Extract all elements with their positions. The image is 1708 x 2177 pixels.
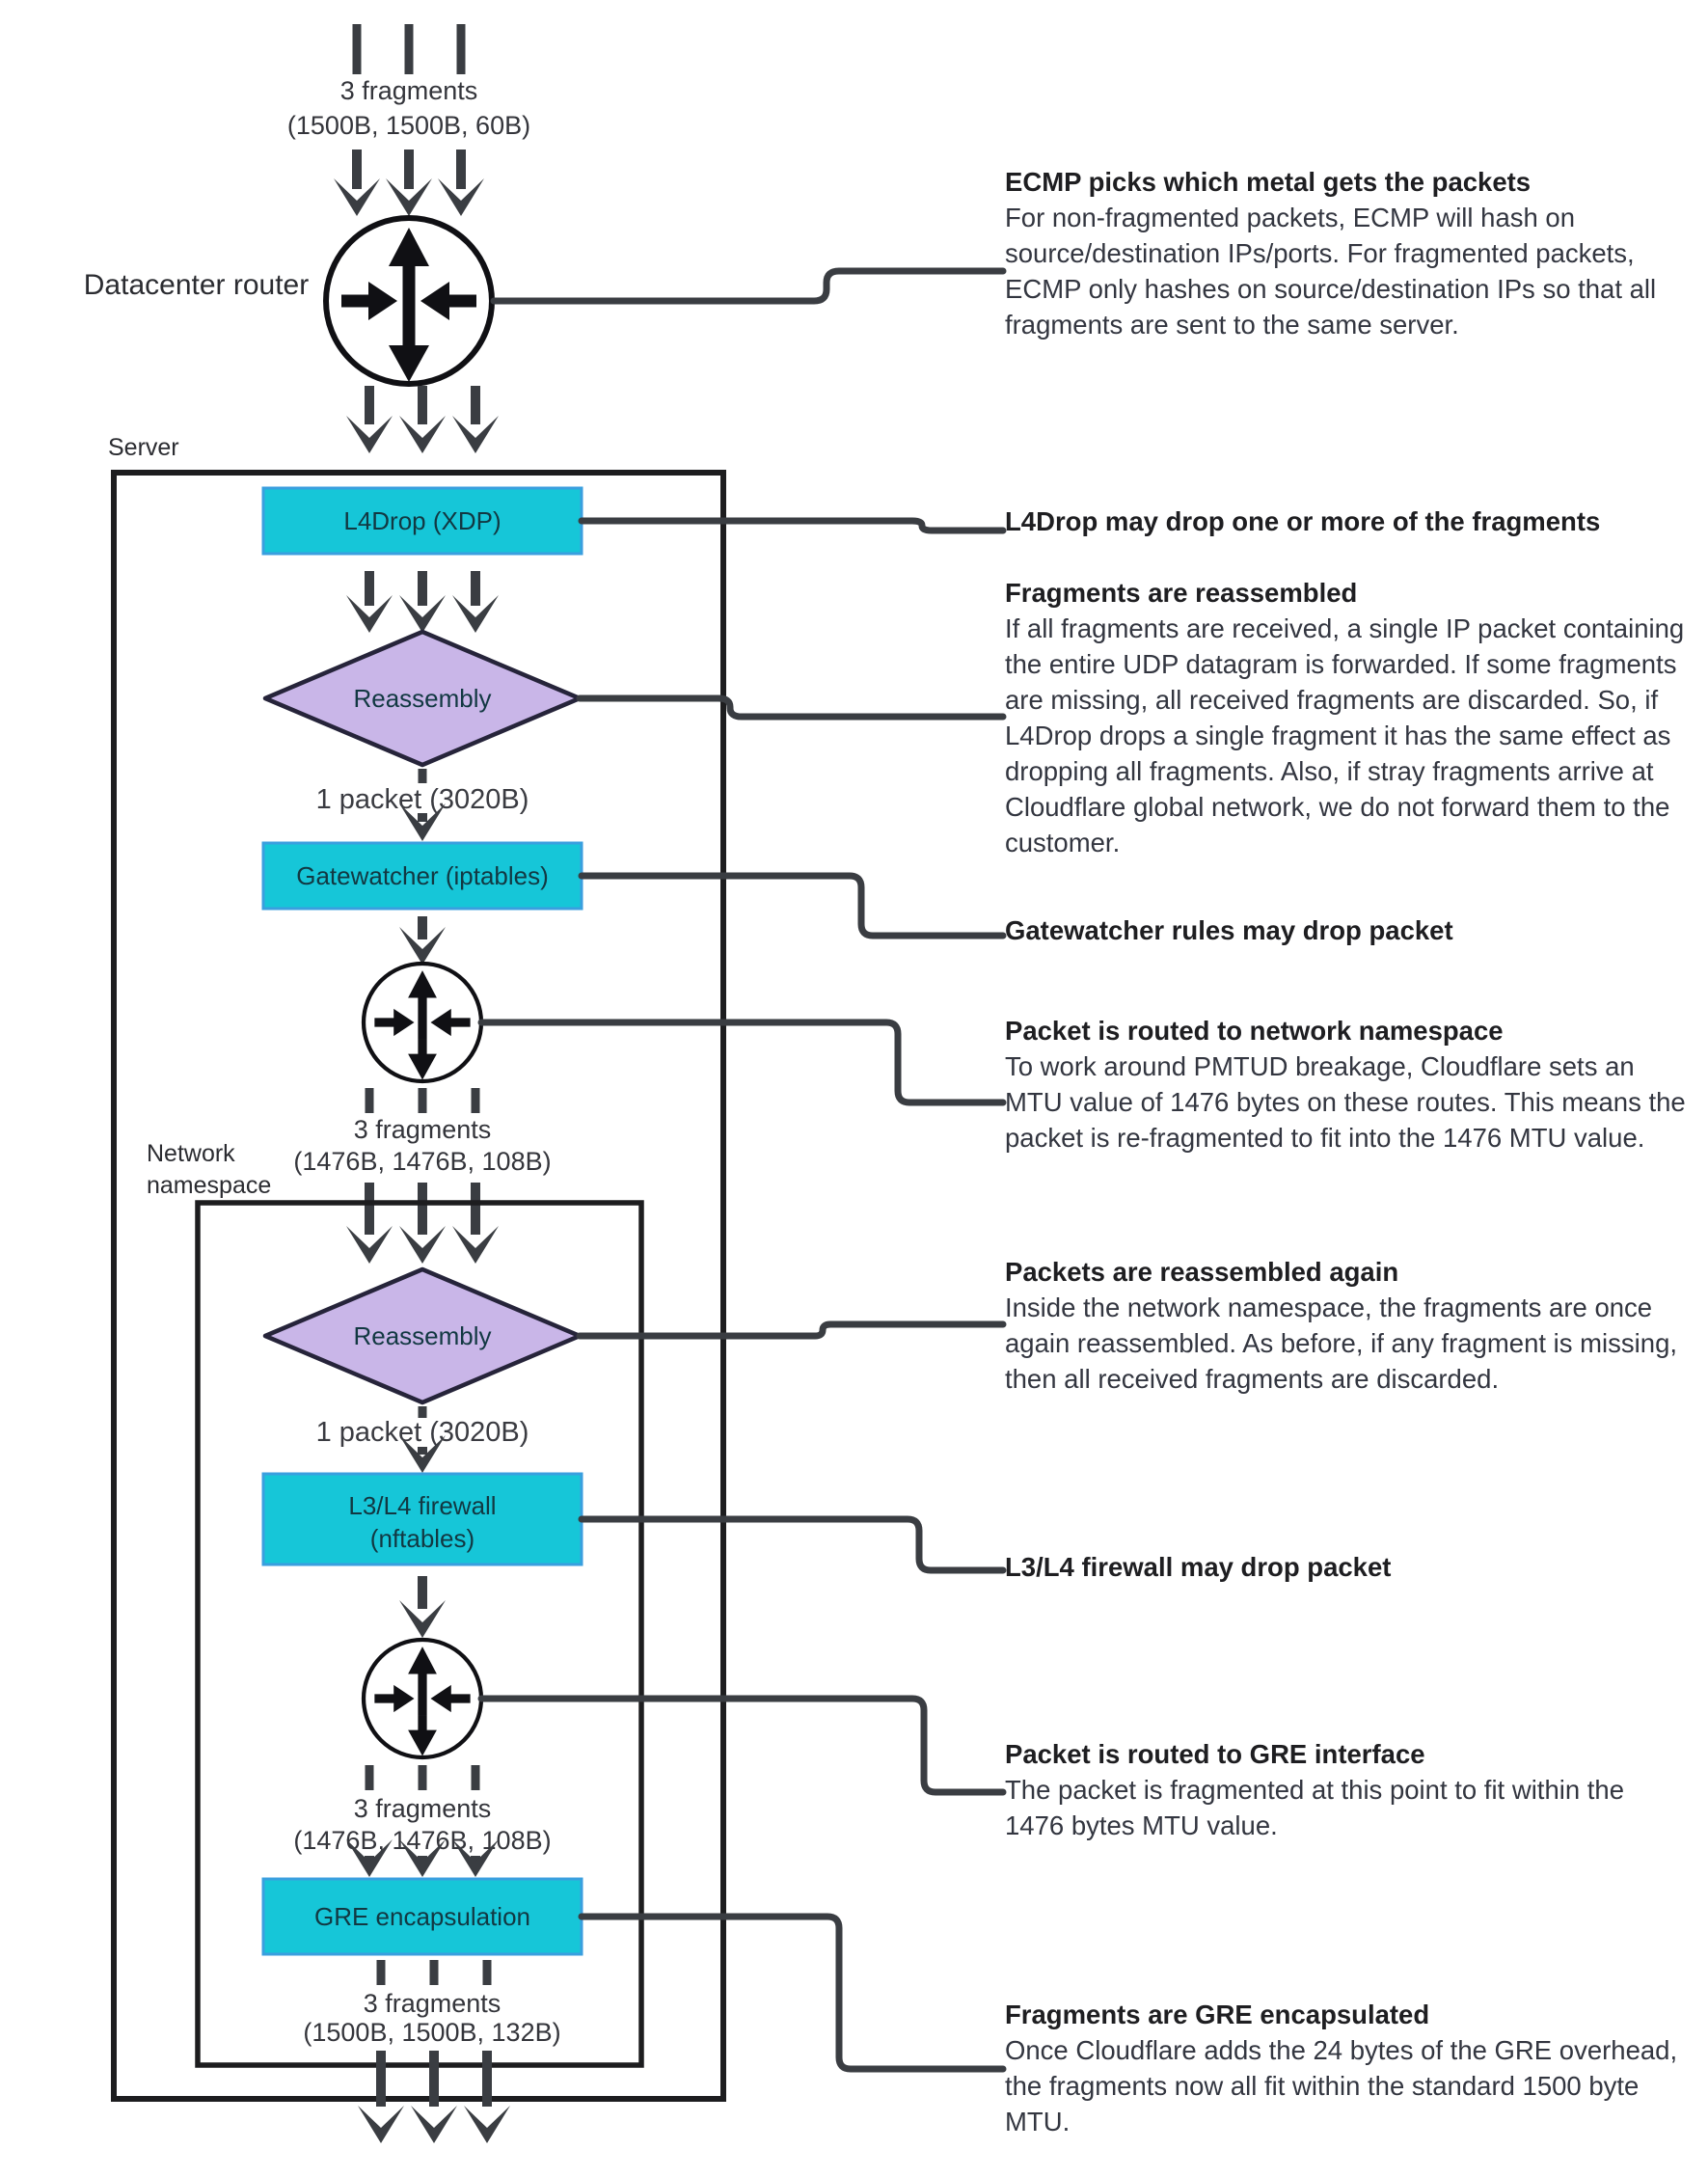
firewall-label-line1: L3/L4 firewall — [348, 1491, 497, 1520]
outgoing-fragments-count: 3 fragments — [363, 1989, 502, 2018]
annotation-reassembled-again-title: Packets are reassembled again — [1005, 1257, 1399, 1287]
annotation-l4drop — [1005, 503, 1688, 539]
annotation-namespace-route-title: Packet is routed to network namespace — [1005, 1016, 1504, 1046]
firewall-label-line2: (nftables) — [369, 1524, 475, 1553]
outgoing-fragments-dashes — [381, 1960, 487, 1985]
gre-label: GRE encapsulation — [313, 1902, 531, 1931]
route-to-gre-router-icon — [364, 1640, 481, 1757]
arrows-l4drop-to-reassembly — [346, 571, 499, 633]
namespace-fragments-count: 3 fragments — [353, 1115, 492, 1144]
incoming-fragments-count: 3 fragments — [339, 76, 478, 105]
annotation-namespace-route-body: To work around PMTUD breakage, Cloudflare sets an MTU value of 1476 bytes on these routes. This means the packet is re-fragmented to fit into the 1476 MTU value. — [1005, 1051, 1686, 1153]
datacenter-router-label: Datacenter router — [83, 269, 310, 301]
arrows-into-router — [334, 150, 484, 216]
annotation-gre-route-title: Packet is routed to GRE interface — [1005, 1739, 1425, 1769]
connector-gre-encapsulated-note — [582, 1917, 1003, 2069]
connector-namespace-route-note — [481, 1022, 1003, 1102]
annotation-reassembled-title: Fragments are reassembled — [1005, 578, 1358, 608]
reassembly-label-1: Reassembly — [353, 684, 492, 713]
annotation-gre-route — [1005, 1736, 1688, 1843]
annotation-gre-encapsulated-body: Once Cloudflare adds the 24 bytes of the GRE overhead, the fragments now all fit within the standard 1500 byte MTU. — [1005, 2035, 1678, 2136]
network-namespace-label: Network namespace — [147, 1140, 272, 1199]
annotation-reassembled-again-body: Inside the network namespace, the fragments are once again reassembled. As before, if any fragment is missing, then all received fragments are discarded. — [1005, 1293, 1678, 1394]
annotation-namespace-route — [1005, 1013, 1688, 1156]
connector-firewall-note — [582, 1519, 1003, 1570]
connector-reassembly-note — [580, 698, 1003, 717]
annotation-ecmp-title: ECMP picks which metal gets the packets — [1005, 167, 1532, 197]
annotation-gre-encapsulated — [1005, 1997, 1688, 2139]
gatewatcher-label: Gatewatcher (iptables) — [296, 861, 549, 890]
namespace-fragments-sizes: (1476B, 1476B, 108B) — [293, 1147, 552, 1176]
annotation-firewall — [1005, 1549, 1688, 1585]
datacenter-router-icon — [326, 218, 492, 384]
annotation-gre-encapsulated-title: Fragments are GRE encapsulated — [1005, 2000, 1430, 2029]
arrow-gatewatcher-to-router — [399, 916, 446, 965]
annotation-firewall-title: L3/L4 firewall may drop packet — [1005, 1552, 1392, 1582]
route-to-namespace-router-icon — [364, 964, 481, 1081]
annotation-reassembled-again — [1005, 1254, 1688, 1397]
incoming-fragments-dashes — [357, 24, 461, 74]
incoming-fragments-sizes: (1500B, 1500B, 60B) — [286, 111, 531, 140]
packet-label-1: 1 packet (3020B) — [315, 784, 529, 815]
gre-fragments-count: 3 fragments — [353, 1794, 492, 1823]
reassembly-label-2: Reassembly — [353, 1321, 492, 1350]
server-box-label: Server — [108, 434, 179, 461]
gre-fragments-sizes: (1476B, 1476B, 108B) — [293, 1826, 552, 1855]
l4drop-label: L4Drop (XDP) — [343, 506, 502, 535]
gre-fragments-dashes — [369, 1765, 475, 1790]
annotation-ecmp — [1005, 164, 1688, 342]
annotation-l4drop-title: L4Drop may drop one or more of the fragments — [1005, 506, 1601, 536]
connector-gre-route-note — [481, 1699, 1003, 1792]
arrows-out-of-server — [358, 2051, 510, 2143]
arrows-into-namespace — [346, 1183, 499, 1264]
arrow-firewall-to-router — [399, 1576, 446, 1638]
outgoing-fragments-sizes: (1500B, 1500B, 132B) — [303, 2018, 561, 2047]
annotation-gatewatcher — [1005, 912, 1688, 948]
annotation-reassembled — [1005, 575, 1688, 860]
arrows-into-server — [346, 386, 499, 453]
annotation-gatewatcher-title: Gatewatcher rules may drop packet — [1005, 915, 1453, 945]
connector-gatewatcher-note — [582, 876, 1003, 936]
connector-l4drop-note — [582, 521, 1003, 531]
annotation-reassembled-body: If all fragments are received, a single IP packet containing the entire UDP datagram is forwarded. If some fragments are missing, all received fragments are discarded. So, if L4Drop drops a single fragment it has the same effect as dropping all fragments. Also, if stray fragments arrive at Cloudflare global network, we do not forward them to the customer. — [1005, 613, 1685, 857]
namespace-fragments-dashes — [369, 1088, 475, 1113]
packet-label-2: 1 packet (3020B) — [315, 1417, 529, 1448]
connector-ecmp-note — [494, 271, 1003, 301]
annotation-gre-route-body: The packet is fragmented at this point to fit within the 1476 bytes MTU value. — [1005, 1775, 1625, 1840]
annotation-ecmp-body: For non-fragmented packets, ECMP will hash on source/destination IPs/ports. For fragmented packets, ECMP only hashes on source/destination IPs so that all fragments are sent to the same server. — [1005, 203, 1657, 340]
